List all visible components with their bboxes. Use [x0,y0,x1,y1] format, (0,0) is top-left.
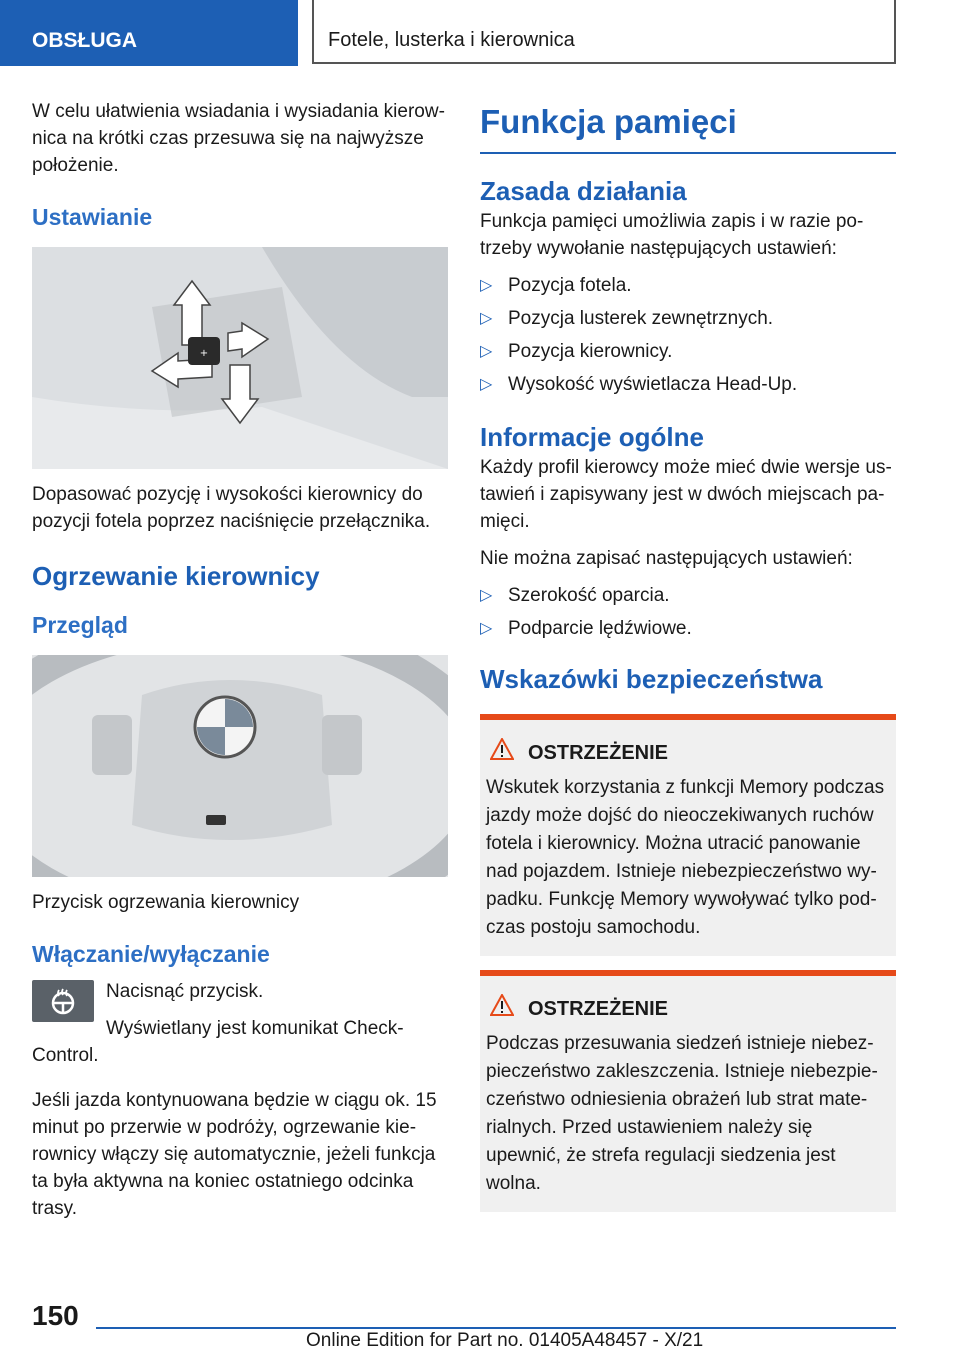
list-item: ▷ Pozycja kierownicy. [480,338,896,365]
safety-heading: Wskazówki bezpieczeństwa [480,664,823,694]
warning-icon [490,738,514,768]
info-text1: Każdy profil kierowcy może mieć dwie wersje us-tawień i zapisywany jest w dwóch miejscach pa-mięci. [480,457,892,532]
steering-wheel-illustration [32,655,448,877]
info-heading: Informacje ogólne [480,422,704,452]
warning-box [480,970,896,1212]
svg-text:+: + [199,348,209,359]
zasada-list [480,272,896,398]
list-item: ▷ Szerokość oparcia. [480,582,896,609]
list-item: ▷ Pozycja lusterek zewnętrznych. [480,305,896,332]
warning-title: OSTRZEŻENIE [486,738,890,768]
ustawianie-caption: Dopasować pozycję i wysokości kierownicy do pozycji fotela poprzez naciśnięcie przełącznika. [32,484,431,532]
triangle-bullet-icon: ▷ [480,376,493,393]
list-item: ▷ Podparcie lędźwiowe. [480,615,896,642]
warning-text: Wskutek korzystania z funkcji Memory podczas jazdy może dojść do nieoczekiwanych ruchów fotela i kierownicy. Można utracić panowanie nad pojazdem. Istnieje niebezpieczeństwo wy-padku. Funkcję Memory wywoływać tylko pod-czas postoju samochodu. [486,777,885,938]
onoff-paragraph: Jeśli jazda kontynuowana będzie w ciągu ok. 15 minut po przerwie w podróży, ogrzewanie kie-rownicy włączy się automatycznie, jeżeli funkcja ta była aktywna na koniec ostatniego odcinka trasy. [32,1090,437,1219]
steering-adjust-illustration [32,247,448,469]
onoff-heading: Włączanie/wyłączanie [32,941,270,967]
edition-note: Online Edition for Part no. 01405A48457 - X/21 [306,1330,704,1351]
warning-title: OSTRZEŻENIE [486,994,890,1024]
triangle-bullet-icon: ▷ [480,310,493,327]
left-column [32,98,448,1232]
info-list [480,582,896,642]
zasada-text: Funkcja pamięci umożliwia zapis i w razie po-trzeby wywołanie następujących ustawień: [480,211,864,259]
onoff-step1: Nacisnąć przycisk. [106,981,264,1002]
onoff-step2: Wyświetlany jest komunikat Check-Control. [32,1018,404,1066]
section-tab: OBSŁUGA [0,0,298,66]
warning-text: Podczas przesuwania siedzeń istnieje niebez-pieczeństwo zakleszczenia. Istnieje niebezpie-czeństwo odniesienia obrażeń lub strat mate-rialnych. Przed ustawieniem należy się upewnić, że strefa regulacji siedzenia jest wolna. [486,1033,878,1194]
intro-text: W celu ułatwienia wsiadania i wysiadania kierow-nica na krótki czas przesuwa się na najwyższe położenie. [32,101,445,176]
warning-icon [490,994,514,1024]
list-item: ▷ Wysokość wyświetlacza Head-Up. [480,371,896,398]
przeglad-heading: Przegląd [32,612,128,638]
memory-title: Funkcja pamięci [480,98,896,154]
triangle-bullet-icon: ▷ [480,343,493,360]
steering-heat-button-icon [32,980,94,1022]
page-number: 150 [32,1300,79,1331]
right-column [480,98,896,1212]
ustawianie-heading: Ustawianie [32,204,153,230]
chapter-title: Fotele, lusterka i kierownica [312,0,896,64]
triangle-bullet-icon: ▷ [480,587,493,604]
footer-divider [96,1327,896,1329]
triangle-bullet-icon: ▷ [480,620,493,637]
przeglad-caption: Przycisk ogrzewania kierownicy [32,892,300,913]
zasada-heading: Zasada działania [480,176,687,206]
info-text2: Nie można zapisać następujących ustawień: [480,548,853,569]
heating-heading: Ogrzewanie kierownicy [32,561,320,591]
steering-heat-icon [48,986,78,1016]
steering-wheel-image [32,655,448,877]
list-item: ▷ Pozycja fotela. [480,272,896,299]
steering-adjust-image [32,247,448,469]
warning-box [480,714,896,956]
triangle-bullet-icon: ▷ [480,277,493,294]
